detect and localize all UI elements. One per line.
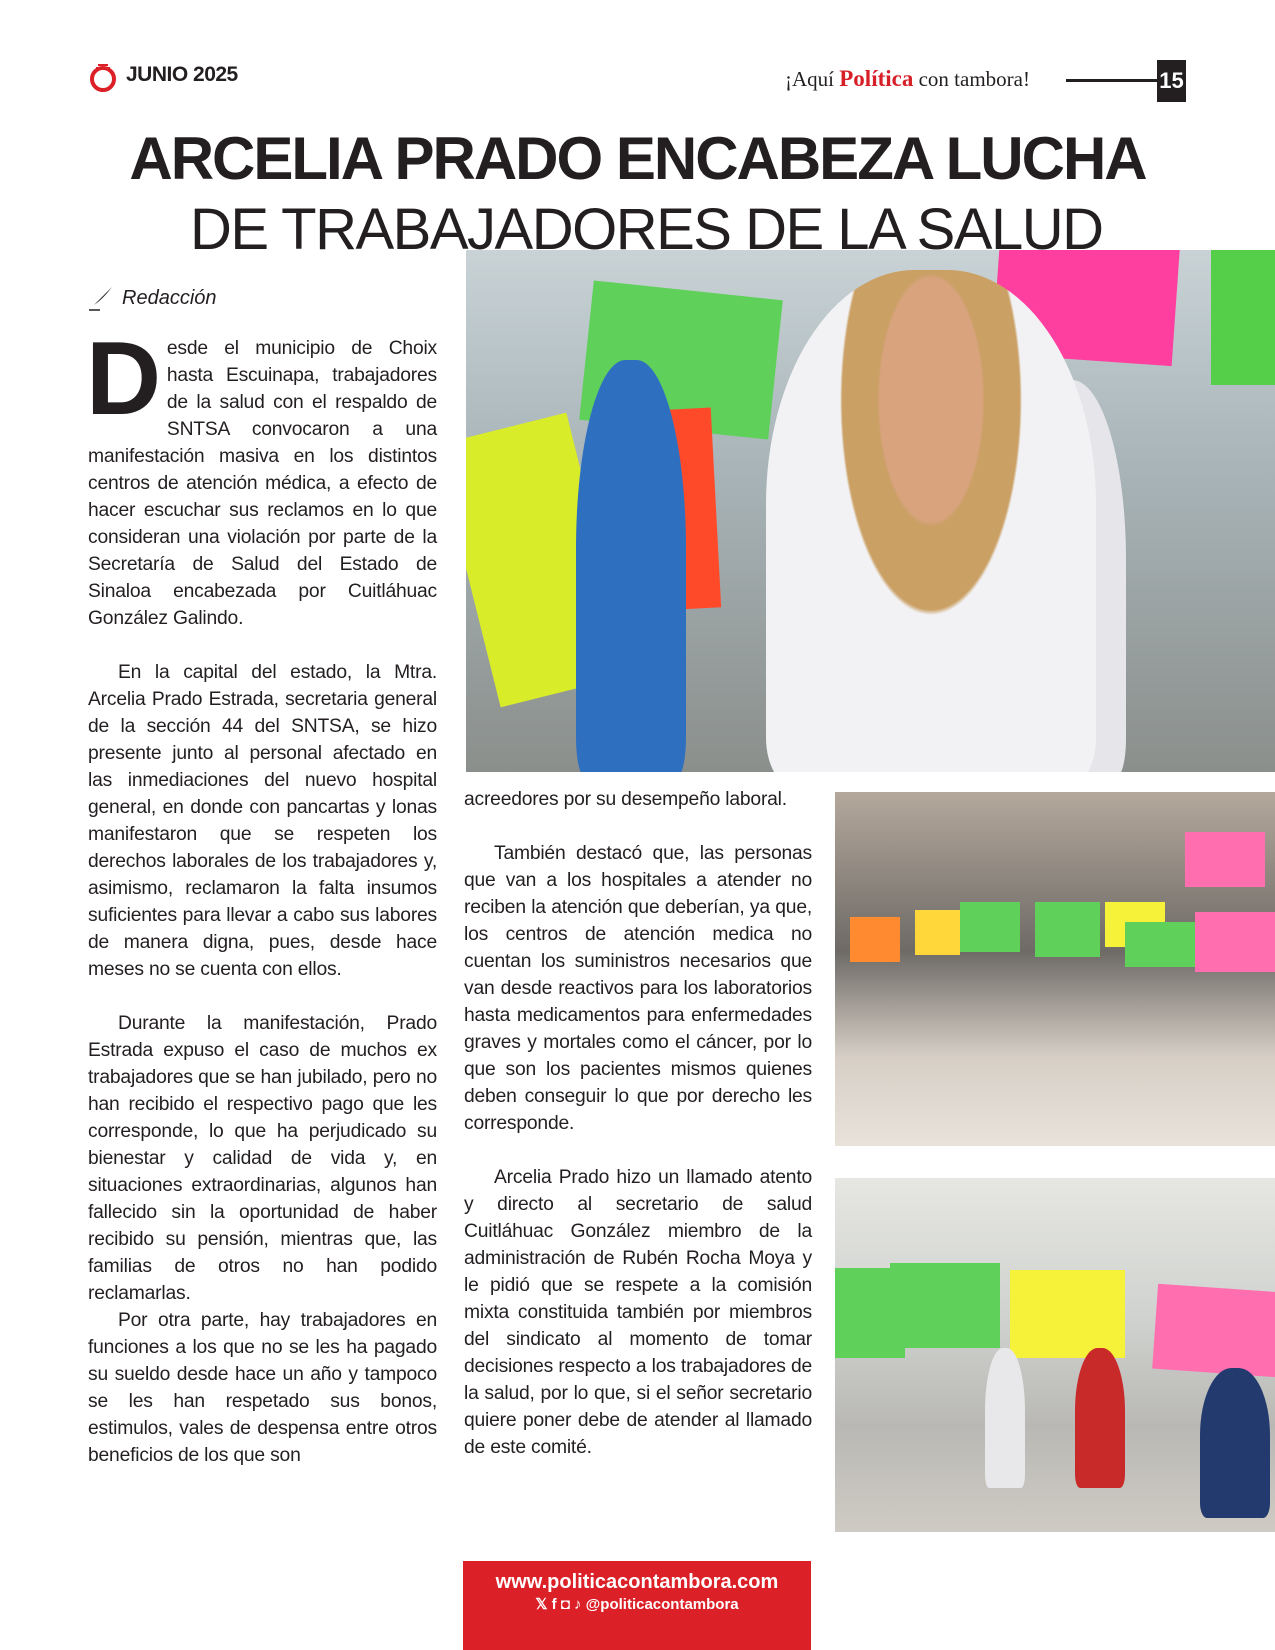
paragraph: Durante la manifestación, Prado Estrada expuso el caso de muchos ex trabajadores que se han jubilado, pero no han recibido el respectivo pago que les corresponde, lo que ha perjudicado su bienestar y calidad de vida y, en situaciones extraordinarias, algunos han fallecido sin la oportunidad de haber recibido su pensión, mientras que, las familias de otros no han podido reclamarlas. bbox=[88, 1013, 437, 1304]
header-rule bbox=[1066, 79, 1158, 82]
paragraph: En la capital del estado, la Mtra. Arcelia Prado Estrada, secretaria general de la sección 44 del SNTSA, se hizo presente junto al personal afectado en las inmediaciones del nuevo hospital general, en donde con pancartas y lonas manifestaron que se respeten los derechos laborales de los trabajadores y, asimismo, reclamaron la falta insumos suficientes para llevar a cabo sus labores de manera digna, pues, desde hace meses no se cuenta con ellos. bbox=[88, 662, 437, 980]
drum-logo-icon bbox=[88, 62, 118, 92]
footer-banner bbox=[463, 1561, 811, 1650]
slogan-pre: ¡Aquí bbox=[785, 67, 834, 91]
byline-author: Redacción bbox=[122, 286, 217, 309]
paragraph: Por otra parte, hay trabajadores en funciones a los que no se les ha pagado su sueldo desde hace un año y tampoco se les han respetado sus bonos, estimulos, vales de despensa entre otros beneficios de los que son bbox=[88, 1310, 437, 1466]
paragraph: Arcelia Prado hizo un llamado atento y directo al secretario de salud Cuitláhuac González miembro de la administración de Rubén Rocha Moya y le pidió que se respete a la comisión mixta constituida también por miembros del sindicato al momento de tomar decisiones respecto a los trabajadores de la salud, por lo que, si el señor secretario quiere poner debe de atender al llamado de este comité. bbox=[464, 1167, 812, 1458]
protest-photo-1 bbox=[835, 792, 1275, 1146]
drop-cap: D bbox=[86, 321, 161, 437]
headline-line-1: ARCELIA PRADO ENCABEZA LUCHA bbox=[129, 125, 1146, 192]
instagram-icon[interactable]: ◘ bbox=[560, 1596, 570, 1613]
paragraph-continued: acreedores por su desempeño laboral. bbox=[464, 789, 787, 810]
quill-pen-icon bbox=[88, 285, 114, 311]
slogan-post: con tambora! bbox=[918, 67, 1030, 91]
headline-line-2: DE TRABAJADORES DE LA SALUD bbox=[190, 197, 1103, 262]
x-icon[interactable]: 𝕏 bbox=[535, 1596, 548, 1613]
protest-photo-2 bbox=[835, 1178, 1275, 1532]
slogan bbox=[785, 66, 1030, 92]
article-column-middle bbox=[464, 786, 812, 1488]
facebook-icon[interactable]: f bbox=[551, 1596, 557, 1613]
issue-date: JUNIO 2025 bbox=[126, 63, 238, 86]
social-handle[interactable]: @politicacontambora bbox=[585, 1596, 739, 1613]
byline bbox=[88, 285, 217, 311]
paragraph: También destacó que, las personas que van a los hospitales a atender no reciben la atención que deberían, ya que, los centros de atención medica no cuentan los suministros necesarios que van desde reactivos para los laboratorios hasta medicamentos para enfermedades graves y mortales como el cáncer, por lo que son los pacientes mismos quienes deben conseguir lo que por derecho les corresponde. bbox=[464, 843, 812, 1134]
tiktok-icon[interactable]: ♪ bbox=[574, 1596, 582, 1613]
article-column-left bbox=[86, 321, 437, 1469]
slogan-brand: Política bbox=[839, 66, 914, 91]
social-row bbox=[463, 1595, 811, 1613]
website-link[interactable]: www.politicacontambora.com bbox=[495, 1571, 779, 1593]
main-photo bbox=[466, 250, 1275, 772]
page-number: 15 bbox=[1157, 60, 1186, 102]
paragraph: esde el municipio de Choix hasta Escuinapa, trabajadores de la salud con el respaldo de SNTSA convocaron a una manifestación masiva en los distintos centros de atención médica, a efecto de hacer escuchar sus reclamos en lo que consideran una violación por parte de la Secretaría de Salud del Estado de Sinaloa encabezada por Cuitláhuac González Galindo. bbox=[88, 338, 437, 629]
